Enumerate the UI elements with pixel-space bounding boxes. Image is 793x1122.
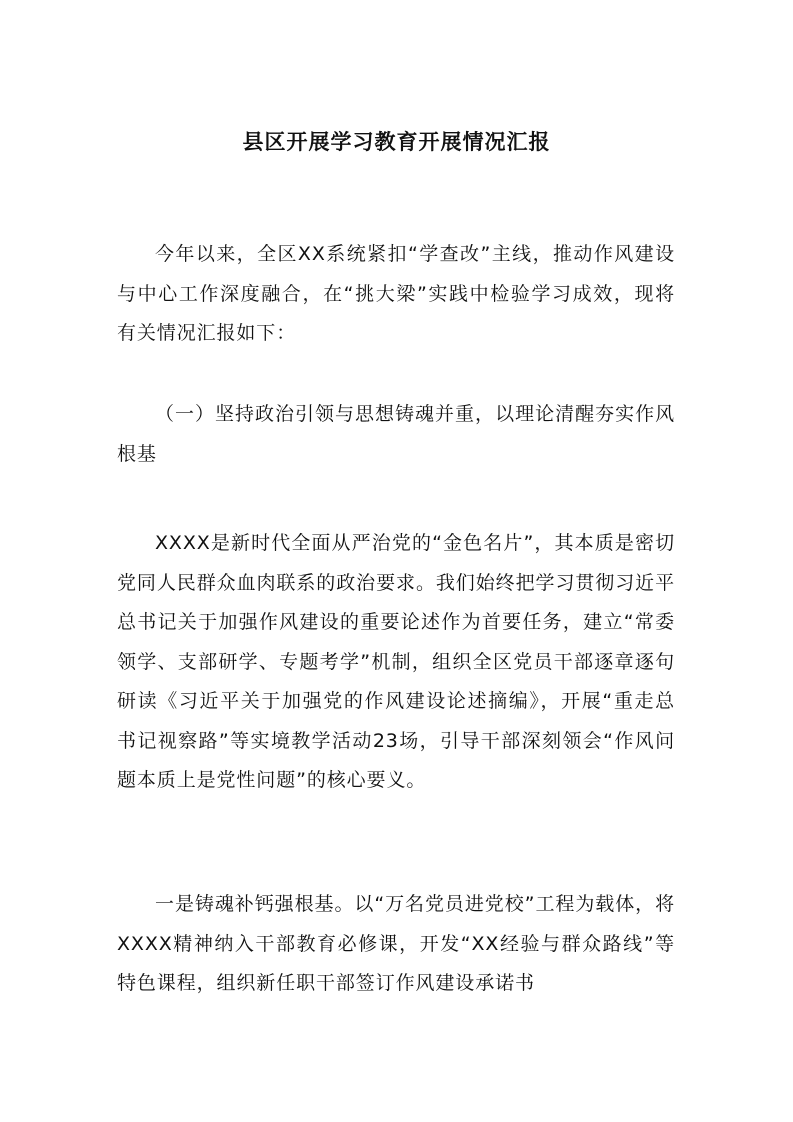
body-paragraph: XXXX是新时代全面从严治党的“金色名片”，其本质是密切党同人民群众血肉联系的政治要求。我们始终把学习贯彻习近平总书记关于加强作风建设的重要论述作为首要任务，建立“常委领学、支部研学、专题考学”机制，组织全区党员干部逐章逐句研读《习近平关于加强党的作风建设论述摘编》，开展“重走总书记视察路”等实境教学活动23场，引导干部深刻领会“作风问题本质上是党性问题”的核心要义。 (117, 532, 675, 791)
intro-paragraph: 今年以来，全区XX系统紧扣“学查改”主线，推动作风建设与中心工作深度融合，在“挑大梁”实践中检验学习成效，现将有关情况汇报如下： (117, 243, 675, 344)
section-heading: （一）坚持政治引领与思想铸魂并重，以理论清醒夯实作风根基 (117, 403, 675, 465)
body-paragraph: 一是铸魂补钙强根基。以“万名党员进党校”工程为载体，将XXXX精神纳入干部教育必修课，开发“XX经验与群众路线”等特色课程，组织新任职干部签订作风建设承诺书 (117, 893, 675, 994)
document-title: 县区开展学习教育开展情况汇报 (242, 130, 551, 154)
